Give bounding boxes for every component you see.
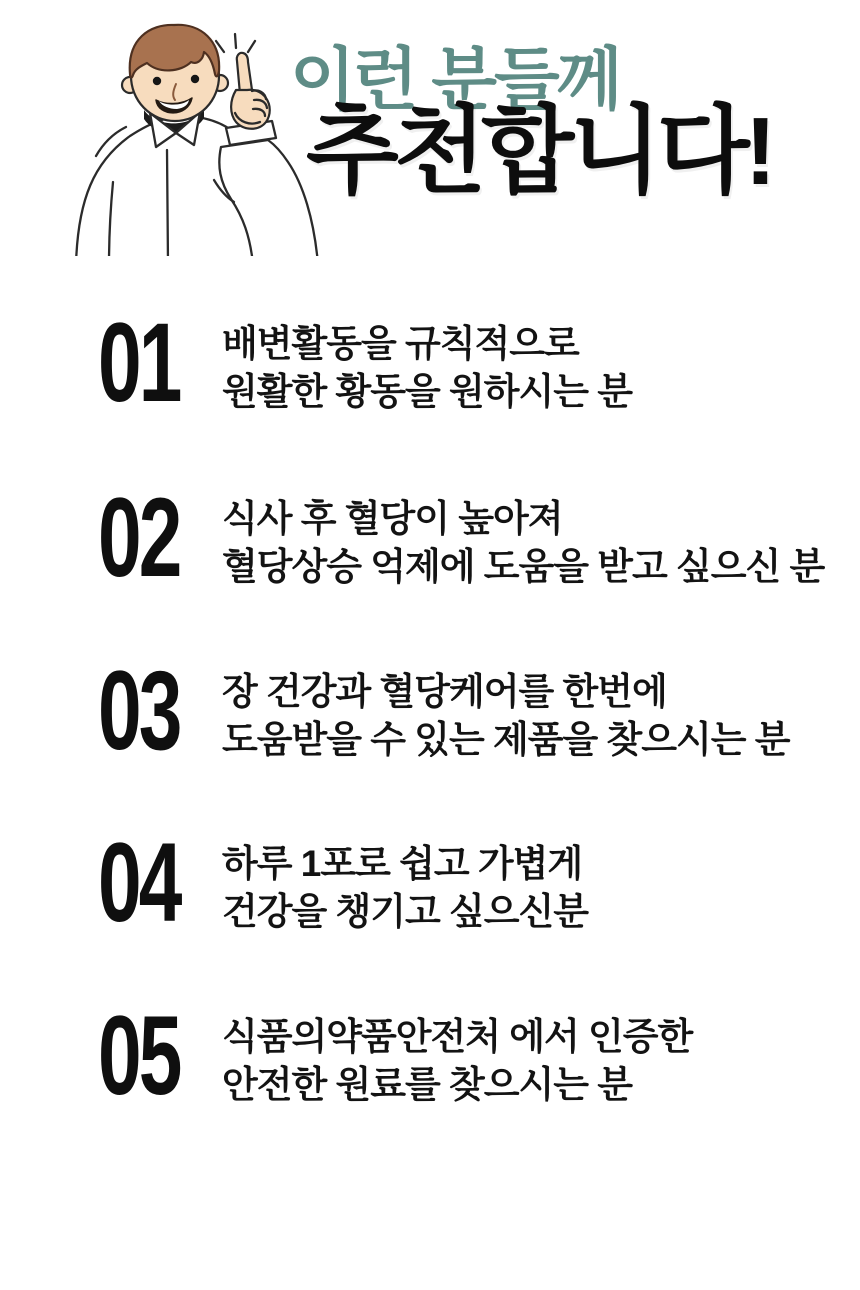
recommendation-item-02 <box>98 475 844 600</box>
item-line-1: 식품의약품안전처 에서 인증한 <box>222 1016 693 1057</box>
item-line-2: 혈당상승 억제에 도움을 받고 싶으신 분 <box>222 546 825 587</box>
item-line-1: 하루 1포로 쉽고 가볍게 <box>222 843 583 884</box>
item-text <box>222 495 824 591</box>
item-text <box>222 320 632 416</box>
item-number: 05 <box>98 993 180 1118</box>
pointing-hand-icon <box>231 53 270 129</box>
item-text <box>222 1013 692 1109</box>
item-number: 03 <box>98 648 180 773</box>
item-line-1: 배변활동을 규칙적으로 <box>222 323 579 364</box>
right-eye <box>191 75 199 83</box>
recommendation-item-04 <box>98 820 844 945</box>
header-title: 추천합니다! <box>306 98 772 205</box>
item-line-2: 도움받을 수 있는 제품을 찾으시는 분 <box>222 719 790 760</box>
item-line-2: 안전한 원료를 찾으시는 분 <box>222 1064 633 1105</box>
item-number: 01 <box>98 300 180 425</box>
item-number: 02 <box>98 475 180 600</box>
item-text <box>222 668 790 764</box>
header-subtitle: 이런 분들께 <box>290 42 620 118</box>
item-line-1: 식사 후 혈당이 높아져 <box>222 498 563 539</box>
item-text <box>222 840 588 936</box>
emphasis-lines-icon <box>216 34 255 52</box>
recommendation-item-01 <box>98 300 844 425</box>
left-eye <box>153 77 161 85</box>
item-line-2: 건강을 챙기고 싶으신분 <box>222 891 588 932</box>
recommendation-item-05 <box>98 993 844 1118</box>
item-number: 04 <box>98 820 180 945</box>
face <box>122 25 228 121</box>
recommendation-item-03 <box>98 648 844 773</box>
item-line-1: 장 건강과 혈당케어를 한번에 <box>222 671 667 712</box>
item-line-2: 원활한 황동을 원하시는 분 <box>222 371 633 412</box>
